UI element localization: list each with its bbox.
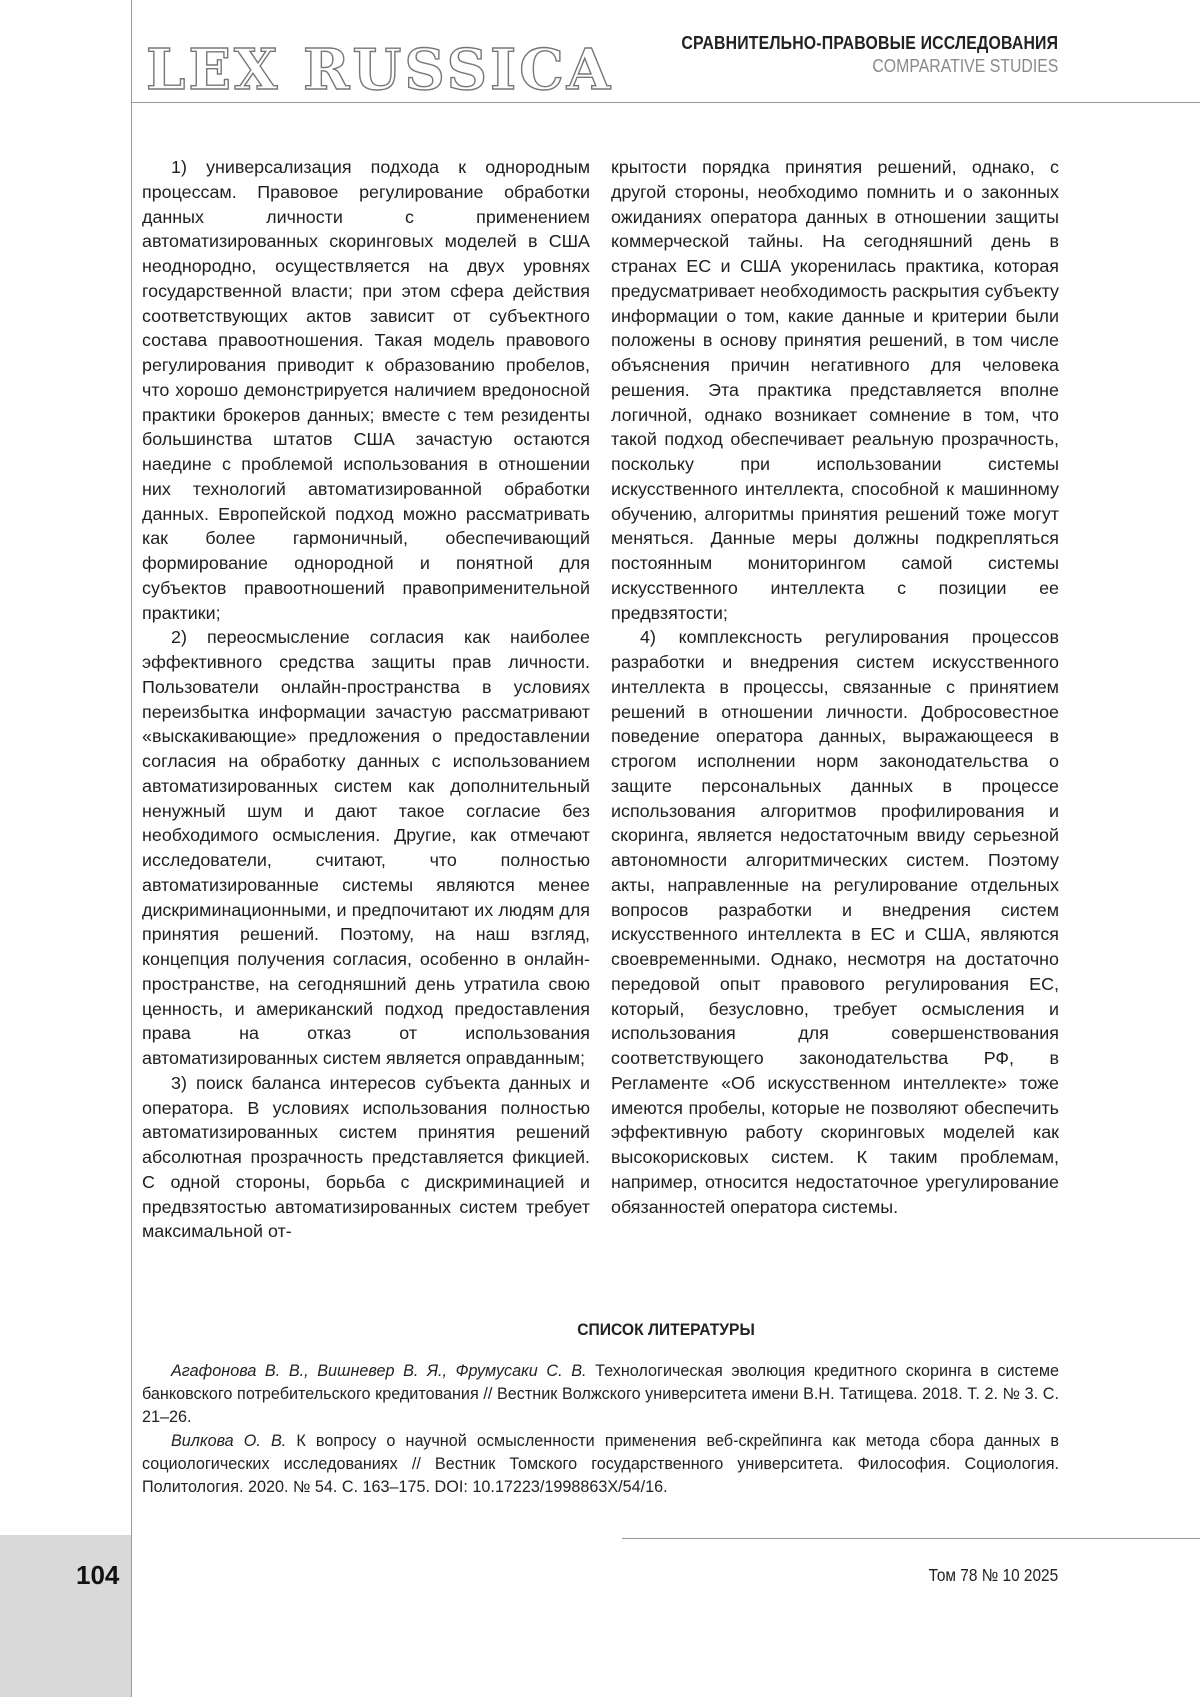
- body-paragraph: 2) переосмысление согласия как наиболее эффективного средства защиты прав личности. Пользователи онлайн-пространства в условиях переизбытка информации зачастую рассматривают «выскакивающие» предложения о предоставлении согласия на обработку данных с использованием автоматизированных систем как дополнительный ненужный шум и дают такое согласие без необходимого осмысления. Другие, как отмечают исследователи, считают, что полностью автоматизированные системы являются менее дискриминационными, и предпочитают их людям для принятия решений. Поэтому, на наш взгляд, концепция получения согласия, особенно в онлайн-пространстве, на сегодняшний день утратила свою ценность, и американский подход предоставления права на отказ от использования автоматизированных систем является оправданным;: [142, 627, 590, 1068]
- page-number: 104: [76, 1560, 120, 1590]
- body-paragraph: 1) универсализация подхода к однородным процессам. Правовое регулирование обработки данных личности с применением автоматизированных скоринговых моделей в США неоднородно, осуществляется на двух уровнях государственной власти; при этом сфера действия соответствующих актов зависит от субъектного состава правоотношения. Такая модель правового регулирования приводит к образованию пробелов, что хорошо демонстрируется наличием вредоносной практики брокеров данных; вместе с тем резиденты большинства штатов США зачастую остаются наедине с проблемой использования в отношении них технологий автоматизированной обработки данных. Европейской подход можно рассматривать как более гармоничный, обеспечивающий формирование однородной и понятной для субъектов правоотношений правоприменительной практики;: [142, 157, 590, 623]
- reference-item: [142, 1430, 1059, 1500]
- body-paragraph: 4) комплексность регулирования процессов разработки и внедрения систем искусственного интеллекта в процессы, связанные с принятием решений в отношении личности. Добросовестное поведение оператора данных, выражающееся в строгом исполнении норм законодательства о защите персональных данных в процессе использования алгоритмов профилирования и скоринга, является недостаточным ввиду серьезной автономности алгоритмических систем. Поэтому акты, направленные на регулирование отдельных вопросов разработки и внедрения систем искусственного интеллекта в ЕС и США, являются своевременными. Однако, несмотря на достаточно передовой опыт правового регулирования ЕС, который, безусловно, требует осмысления и использования для совершенствования соответствующего законодательства РФ, в Регламенте «Об искусственном интеллекте» тоже имеются пробелы, которые не позволяют обеспечить эффективную работу скоринговых моделей как высокорисковых систем. К таким проблемам, например, относится недостаточное урегулирование обязанностей оператора системы.: [611, 627, 1059, 1217]
- reference-text: Технологическая эволюция кредитного скоринга в системе банковского потребительского кредитования // Вестник Волжского университета имени В.Н. Татищева. 2018. Т. 2. № 3. С. 21–26.: [142, 1362, 1059, 1427]
- section-title-en: COMPARATIVE STUDIES: [872, 56, 1058, 76]
- right-text-column: [611, 155, 1059, 1219]
- references-list: [142, 1360, 1059, 1499]
- reference-authors: Агафонова В. В., Вишневер В. Я., Фрумусаки С. В.: [171, 1362, 587, 1380]
- journal-logo: LEX RUSSICA: [146, 37, 614, 103]
- body-paragraph: 3) поиск баланса интересов субъекта данных и оператора. В условиях использования полностью автоматизированных систем принятия решений абсолютная прозрачность представляется фикцией. С одной стороны, борьба с дискриминацией и предвзятостью автоматизированных систем требует максимальной от-: [142, 1072, 590, 1242]
- reference-text: К вопросу о научной осмысленности применения веб-скрейпинга как метода сбора данных в социологических исследованиях // Вестник Томского государственного университета. Философия. Социология. Политология. 2020. № 54. С. 163–175. DOI: 10.17223/1998863X/54/16.: [142, 1431, 1059, 1497]
- left-margin-band: [0, 0, 132, 1697]
- reference-item: [142, 1360, 1059, 1430]
- footer-divider: [622, 1538, 1200, 1539]
- body-paragraph-continuation: крытости порядка принятия решений, однако, с другой стороны, необходимо помнить и о законных ожиданиях оператора данных в отношении защиты коммерческой тайны. На сегодняшний день в странах ЕС и США укоренилась практика, которая предусматривает необходимость раскрытия субъекту информации о том, какие данные и критерии были положены в основу принятия решений, в том числе объяснения причин негативного для человека решения. Эта практика представляется вполне логичной, однако возникает сомнение в том, что такой подход обеспечивает реальную прозрачность, поскольку при использовании системы искусственного интеллекта, способной к машинному обучению, алгоритмы принятия решений тоже могут меняться. Данные меры должны подкрепляться постоянным мониторингом самой системы искусственного интеллекта с позиции ее предвзятости;: [611, 157, 1059, 623]
- reference-authors: Вилкова О. В.: [171, 1431, 287, 1450]
- references-title: СПИСОК ЛИТЕРАТУРЫ: [577, 1320, 755, 1339]
- section-title-ru: СРАВНИТЕЛЬНО-ПРАВОВЫЕ ИССЛЕДОВАНИЯ: [681, 33, 1058, 53]
- issue-info: Том 78 № 10 2025: [928, 1565, 1058, 1585]
- left-text-column: [142, 155, 590, 1244]
